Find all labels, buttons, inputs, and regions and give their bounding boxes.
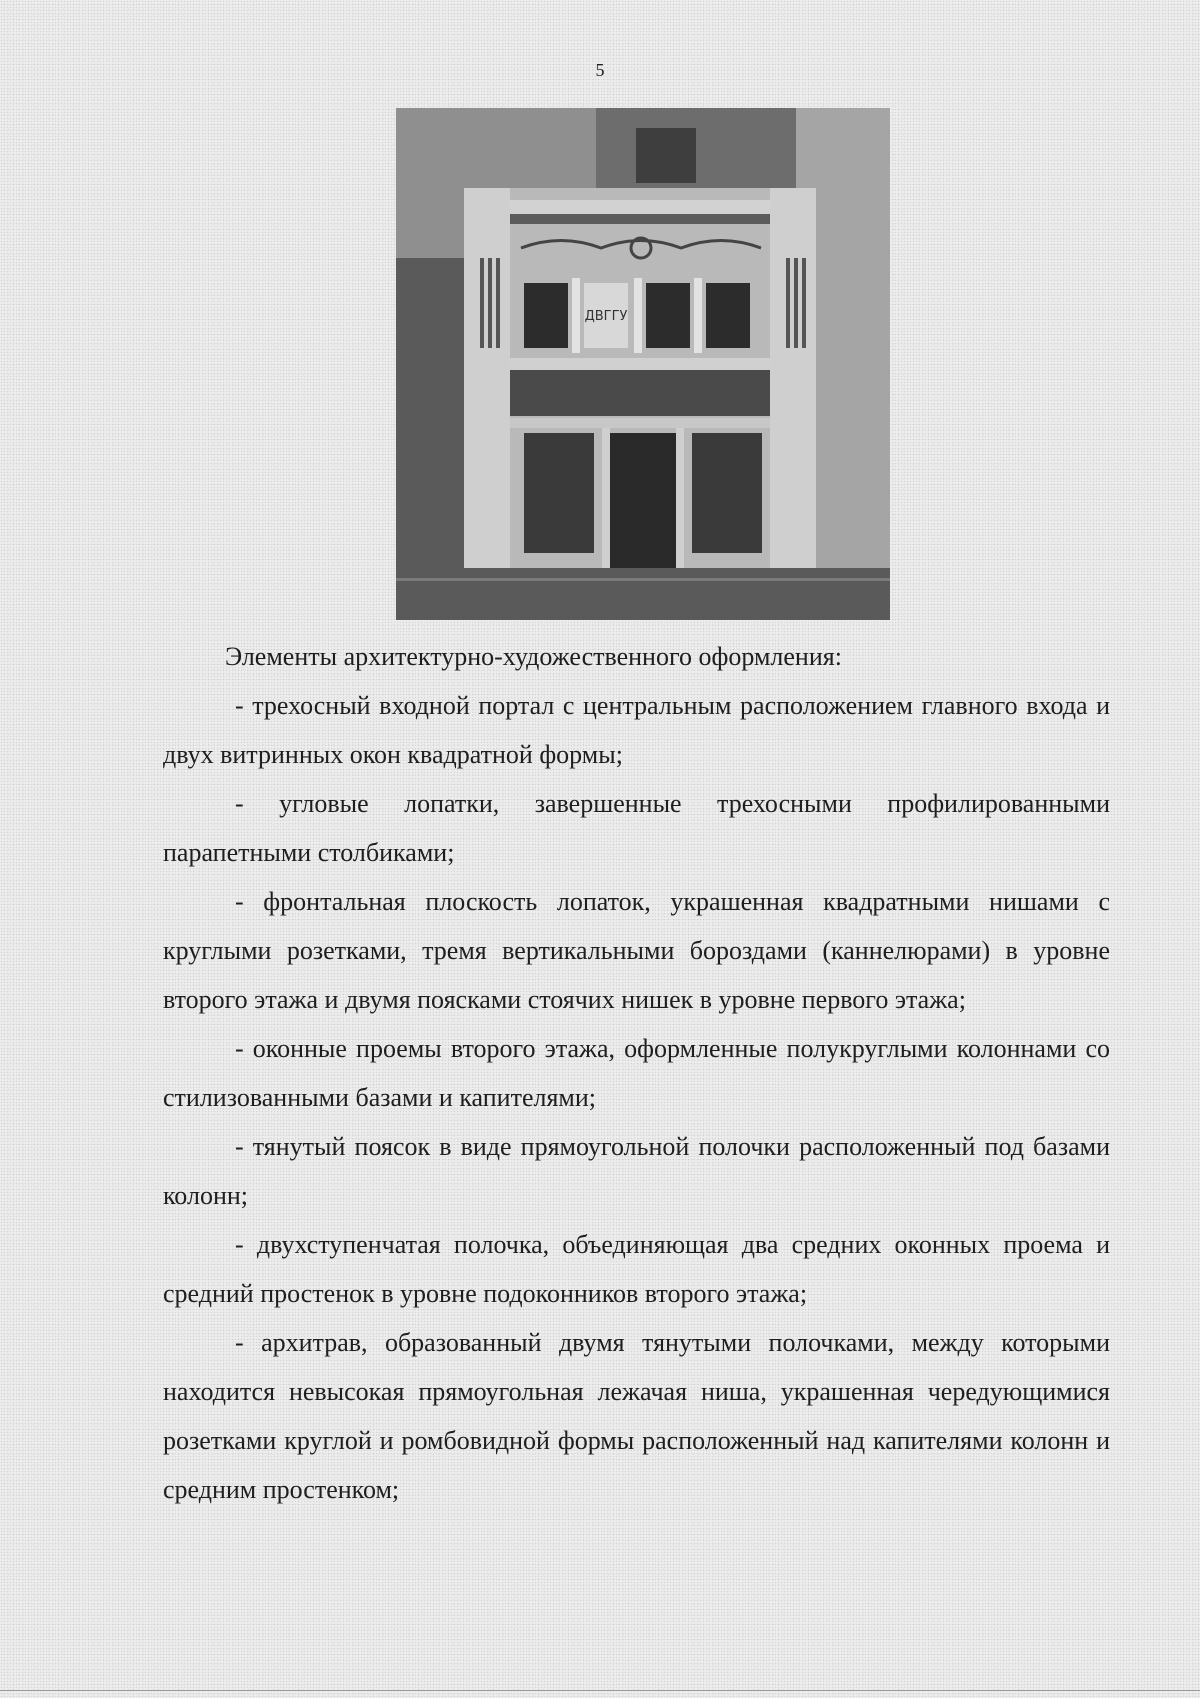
list-item: - трехосный входной портал с центральным расположением главного входа и двух витринных окон квадратной формы; xyxy=(163,691,1110,769)
list-item: - тянутый поясок в виде прямоугольной полочки расположенный под базами колонн; xyxy=(163,1132,1110,1210)
building-photo xyxy=(396,108,890,620)
body-text xyxy=(163,632,1110,1514)
page-number: 5 xyxy=(595,60,605,80)
list-item: - архитрав, образованный двумя тянутыми полочками, между которыми находится невысокая прямоугольная лежачая ниша, украшенная чередующимися розетками круглой и ромбовидной формы расположенный над капителями колонн и средним простенком; xyxy=(163,1328,1110,1504)
building-sign: ДВГГУ xyxy=(584,309,628,324)
list-item: - угловые лопатки, завершенные трехосными профилированными парапетными столбиками; xyxy=(163,789,1110,867)
list-item: - двухступенчатая полочка, объединяющая два средних оконных проема и средний простенок в уровне подоконников второго этажа; xyxy=(163,1230,1110,1308)
list-item: - фронтальная плоскость лопаток, украшенная квадратными нишами с круглыми розетками, тремя вертикальными бороздами (каннелюрами) в уровне второго этажа и двумя поясками стоячих нишек в уровне первого этажа; xyxy=(163,887,1110,1014)
list-item: - оконные проемы второго этажа, оформленные полукруглыми колоннами со стилизованными базами и капителями; xyxy=(163,1034,1110,1112)
scan-edge-line xyxy=(0,1690,1200,1691)
section-heading: Элементы архитектурно-художественного оформления: xyxy=(225,642,842,671)
